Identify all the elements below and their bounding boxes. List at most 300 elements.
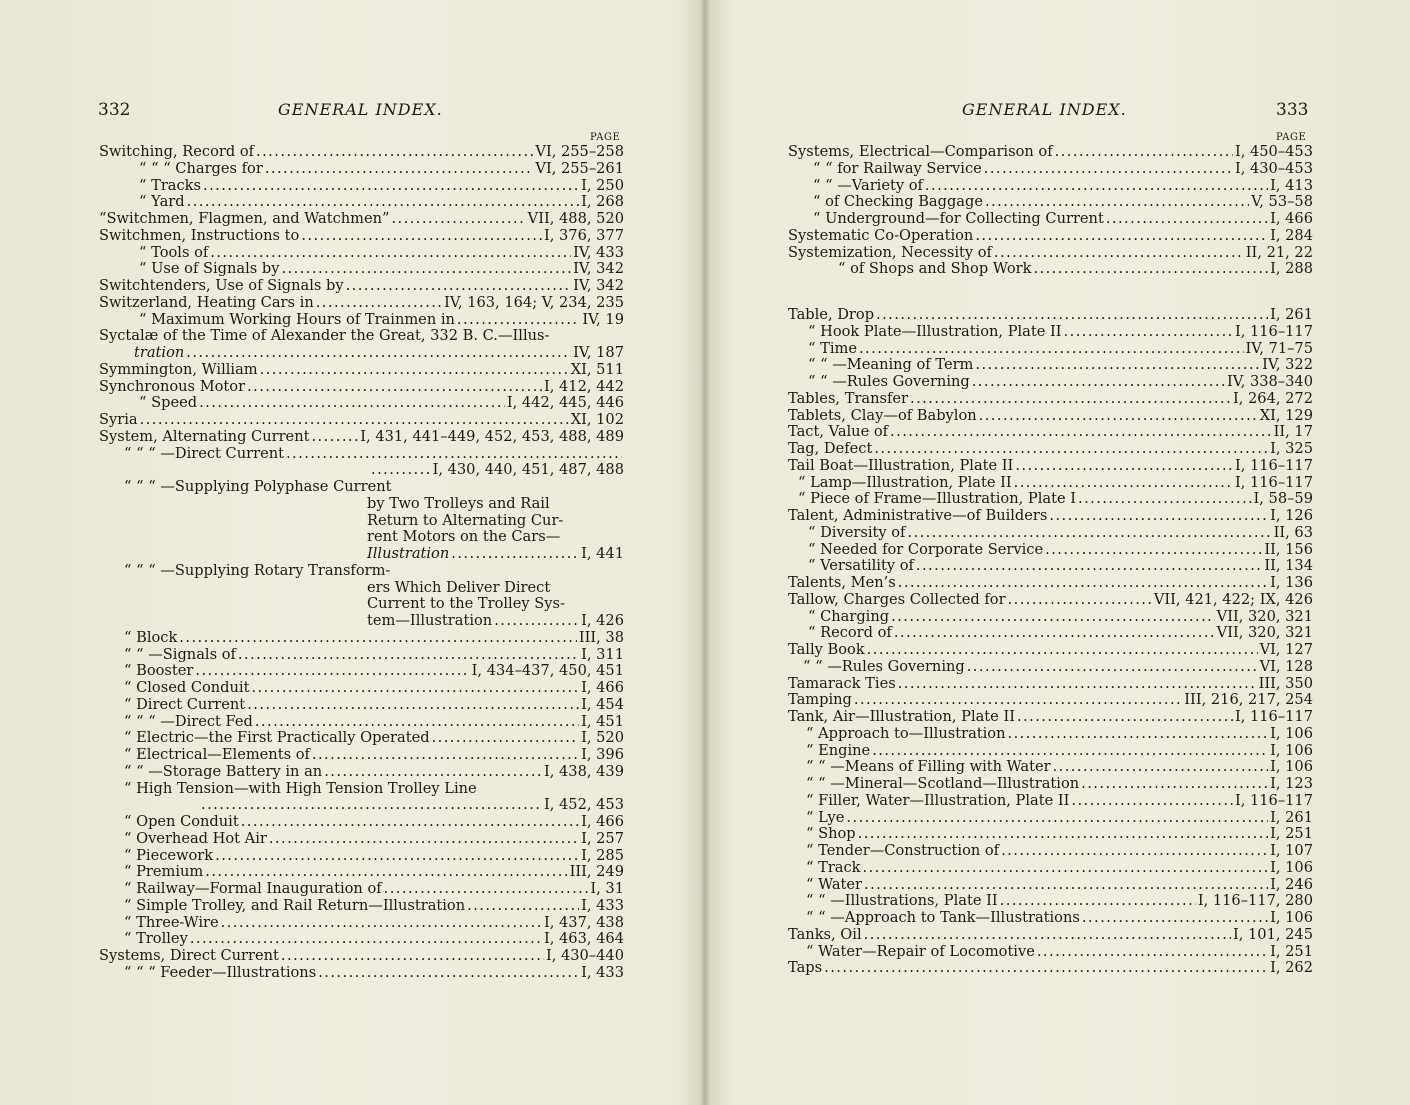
entry-reference: I, 376, 377 bbox=[543, 227, 624, 244]
entry-text: “ Open Conduit bbox=[124, 814, 239, 830]
dot-leader bbox=[846, 810, 1268, 827]
dot-leader bbox=[1106, 211, 1268, 228]
index-entry bbox=[99, 647, 624, 664]
entry-reference: VI, 255–258 bbox=[535, 144, 624, 160]
dot-leader bbox=[854, 692, 1182, 709]
dot-leader bbox=[876, 307, 1268, 324]
entry-text: “Switchmen, Flagmen, and Watchmen” bbox=[99, 211, 390, 227]
dot-leader bbox=[1008, 592, 1152, 609]
index-entry bbox=[788, 709, 1313, 726]
index-entries bbox=[788, 144, 1313, 977]
index-entry bbox=[99, 714, 624, 731]
entry-reference: I, 261 bbox=[1270, 307, 1313, 323]
dot-leader bbox=[984, 161, 1233, 178]
index-entry bbox=[788, 144, 1313, 161]
entry-text: “ Tracks bbox=[139, 177, 202, 194]
entry-reference: I, 262 bbox=[1270, 960, 1313, 977]
entry-reference: VI, 128 bbox=[1259, 658, 1313, 675]
dot-leader bbox=[301, 228, 542, 245]
entry-text: Synchronous Motor bbox=[99, 378, 246, 395]
entry-text: “ of Shops and Shop Work bbox=[838, 261, 1032, 278]
dot-leader bbox=[179, 630, 577, 647]
index-entry bbox=[788, 391, 1313, 408]
entry-text: Systems, Direct Current bbox=[99, 948, 279, 964]
index-entry bbox=[99, 261, 624, 278]
entry-text: “ Track bbox=[806, 859, 861, 876]
dot-leader bbox=[187, 194, 579, 211]
entry-reference: I, 426 bbox=[581, 613, 624, 629]
entry-text: Tamping bbox=[788, 692, 852, 709]
entry-text: “ “ “ —Direct Current bbox=[124, 445, 284, 462]
index-entry bbox=[788, 826, 1313, 843]
entry-reference: III, 216, 217, 254 bbox=[1184, 692, 1313, 709]
entry-text: “ “ —Means of Filling with Water bbox=[806, 759, 1051, 776]
entry-reference: I, 126 bbox=[1270, 508, 1313, 524]
dot-leader bbox=[260, 362, 569, 379]
entry-reference: I, 430–440 bbox=[545, 948, 624, 964]
entry-reference: I, 450–453 bbox=[1234, 144, 1313, 160]
entry-text: Tallow, Charges Collected for bbox=[788, 591, 1006, 608]
running-head: GENERAL INDEX. bbox=[278, 100, 443, 119]
index-entry bbox=[99, 245, 624, 262]
index-entries bbox=[99, 144, 624, 982]
dot-leader bbox=[1000, 893, 1196, 910]
index-entry bbox=[99, 161, 624, 178]
entry-text: Tanks, Oil bbox=[788, 926, 862, 943]
index-entry bbox=[99, 781, 624, 798]
index-entry bbox=[788, 307, 1313, 324]
entry-reference: I, 106 bbox=[1270, 910, 1313, 926]
entry-text: “ Piecework bbox=[124, 847, 214, 864]
index-entry bbox=[788, 843, 1313, 860]
entry-text: Tally Book bbox=[788, 642, 865, 658]
index-entry bbox=[788, 161, 1313, 178]
entry-text: “ Versatility of bbox=[808, 558, 914, 575]
entry-text: Switchmen, Instructions to bbox=[99, 227, 300, 244]
dot-leader bbox=[994, 245, 1244, 262]
dot-leader bbox=[371, 462, 431, 479]
index-entry bbox=[788, 625, 1313, 642]
entry-text: Tail Boat—Illustration, Plate II bbox=[788, 457, 1014, 474]
page-number: 333 bbox=[1276, 100, 1309, 120]
dot-leader bbox=[457, 312, 580, 329]
entry-text: “ Booster bbox=[124, 663, 194, 680]
entry-reference: I, 116–117 bbox=[1234, 474, 1313, 491]
index-entry bbox=[99, 211, 624, 228]
entry-reference: I, 430, 440, 451, 487, 488 bbox=[432, 462, 624, 479]
index-entry bbox=[99, 529, 624, 546]
entry-reference: I, 285 bbox=[581, 847, 624, 864]
entry-reference: II, 156 bbox=[1264, 541, 1313, 558]
entry-reference: I, 106 bbox=[1270, 725, 1313, 742]
index-entry bbox=[99, 848, 624, 865]
index-entry bbox=[99, 194, 624, 211]
entry-text: “ Electrical—Elements of bbox=[124, 747, 310, 763]
entry-reference: I, 430–453 bbox=[1234, 160, 1313, 177]
entry-text: “ Hook Plate—Illustration, Plate II bbox=[808, 323, 1062, 340]
dot-leader bbox=[255, 714, 579, 731]
index-entry bbox=[788, 211, 1313, 228]
entry-reference: I, 466 bbox=[1270, 211, 1313, 227]
entry-text: “ “ “ Feeder—Illustrations bbox=[124, 964, 317, 981]
dot-leader bbox=[975, 228, 1268, 245]
entry-text: “ “ “ —Supplying Rotary Transform- bbox=[124, 562, 391, 579]
entry-text: “ Shop bbox=[806, 826, 856, 843]
entry-text: Table, Drop bbox=[788, 307, 875, 323]
dot-leader bbox=[186, 345, 571, 362]
dot-leader bbox=[874, 441, 1268, 458]
dot-leader bbox=[318, 965, 579, 982]
index-entry bbox=[788, 659, 1313, 676]
index-entry bbox=[99, 764, 624, 781]
index-entry bbox=[788, 374, 1313, 391]
index-entry bbox=[99, 814, 624, 831]
entry-reference: VII, 320, 321 bbox=[1216, 625, 1313, 642]
dot-leader bbox=[241, 814, 579, 831]
entry-reference: I, 106 bbox=[1270, 859, 1313, 876]
index-entry bbox=[99, 580, 624, 597]
entry-text: “ “ —Rules Governing bbox=[808, 374, 970, 390]
entry-reference: I, 261 bbox=[1270, 809, 1313, 826]
entry-reference: I, 101, 245 bbox=[1232, 926, 1313, 943]
dot-leader bbox=[890, 424, 1272, 441]
dot-leader bbox=[1082, 910, 1268, 927]
entry-text: Systems, Electrical—Comparison of bbox=[788, 144, 1053, 160]
entry-reference: I, 257 bbox=[581, 830, 624, 847]
dot-leader bbox=[281, 261, 571, 278]
section-gap bbox=[788, 278, 1313, 307]
entry-reference: XI, 102 bbox=[570, 412, 624, 428]
dot-leader bbox=[221, 915, 542, 932]
index-entry bbox=[99, 379, 624, 396]
index-entry bbox=[788, 408, 1313, 425]
entry-reference: I, 463, 464 bbox=[543, 931, 624, 948]
entry-reference: I, 466 bbox=[581, 814, 624, 830]
index-entry bbox=[99, 898, 624, 915]
index-entry bbox=[99, 446, 624, 463]
dot-leader bbox=[451, 546, 579, 563]
entry-reference: VI, 255–261 bbox=[535, 160, 624, 177]
entry-reference: I, 264, 272 bbox=[1232, 390, 1313, 407]
index-entry bbox=[99, 513, 624, 530]
entry-reference: IV, 433 bbox=[573, 244, 624, 261]
entry-reference: IV, 187 bbox=[573, 345, 624, 361]
entry-reference: III, 249 bbox=[569, 864, 624, 881]
dot-leader bbox=[1008, 726, 1269, 743]
index-entry bbox=[99, 563, 624, 580]
dot-leader bbox=[975, 357, 1260, 374]
entry-reference: I, 288 bbox=[1270, 261, 1313, 278]
dot-leader bbox=[199, 395, 505, 412]
entry-reference: I, 107 bbox=[1270, 843, 1313, 859]
dot-leader bbox=[251, 680, 579, 697]
entry-text: “ “ —Approach to Tank—Illustrations bbox=[806, 910, 1080, 926]
entry-reference: III, 38 bbox=[578, 629, 624, 646]
index-entry bbox=[788, 341, 1313, 358]
index-entry bbox=[99, 328, 624, 345]
entry-reference: I, 284 bbox=[1270, 227, 1313, 244]
entry-text: “ “ “ —Supplying Polyphase Current bbox=[124, 479, 392, 495]
page-number: 332 bbox=[98, 100, 131, 120]
entry-reference: I, 246 bbox=[1270, 876, 1313, 893]
dot-leader bbox=[898, 676, 1257, 693]
dot-leader bbox=[910, 391, 1231, 408]
entry-reference: I, 251 bbox=[1270, 826, 1313, 843]
entry-text: “ Record of bbox=[808, 625, 892, 642]
entry-reference: I, 433 bbox=[581, 964, 624, 981]
dot-leader bbox=[967, 659, 1258, 676]
dot-leader bbox=[205, 864, 567, 881]
entry-reference: I, 31 bbox=[590, 881, 624, 897]
page-column-label: PAGE bbox=[1276, 132, 1307, 143]
index-entry bbox=[99, 362, 624, 379]
index-entry bbox=[788, 927, 1313, 944]
entry-text: “ Tools of bbox=[139, 244, 209, 261]
entry-reference: I, 116–117 bbox=[1234, 457, 1313, 474]
index-entry bbox=[99, 144, 624, 161]
index-entry bbox=[788, 245, 1313, 262]
entry-text: “ Water—Repair of Locomotive bbox=[806, 943, 1035, 960]
dot-leader bbox=[312, 747, 579, 764]
entry-text: “ of Checking Baggage bbox=[813, 194, 983, 211]
entry-text: “ “ —Variety of bbox=[813, 177, 923, 194]
dot-leader bbox=[201, 797, 542, 814]
dot-leader bbox=[1015, 458, 1233, 475]
entry-text: “ Closed Conduit bbox=[124, 680, 250, 696]
dot-leader bbox=[891, 609, 1215, 626]
entry-text: “ Speed bbox=[139, 395, 198, 412]
entry-text: Tables, Transfer bbox=[788, 390, 909, 407]
entry-text: “ Water bbox=[806, 876, 863, 893]
index-entry bbox=[99, 797, 624, 814]
index-entry bbox=[99, 613, 624, 630]
entry-text: Tag, Defect bbox=[788, 441, 873, 457]
index-entry bbox=[788, 592, 1313, 609]
entry-text: “ Piece of Frame—Illustration, Plate I bbox=[798, 491, 1076, 508]
dot-leader bbox=[1071, 793, 1233, 810]
dot-leader bbox=[265, 161, 534, 178]
entry-reference: I, 311 bbox=[581, 646, 624, 663]
entry-text: “ Engine bbox=[806, 742, 871, 759]
dot-leader bbox=[1014, 475, 1233, 492]
entry-text: “ “ “ Charges for bbox=[139, 160, 263, 177]
dot-leader bbox=[858, 826, 1268, 843]
index-entry bbox=[788, 609, 1313, 626]
dot-leader bbox=[1037, 944, 1268, 961]
index-entry bbox=[788, 357, 1313, 374]
index-entry bbox=[788, 194, 1313, 211]
entry-reference: IV, 19 bbox=[582, 311, 624, 328]
entry-reference: I, 325 bbox=[1270, 441, 1313, 457]
entry-reference: VII, 320, 321 bbox=[1216, 608, 1313, 625]
entry-text: Talent, Administrative—of Builders bbox=[788, 508, 1048, 524]
entry-text: “ “ for Railway Service bbox=[813, 160, 982, 177]
entry-reference: II, 63 bbox=[1273, 524, 1313, 541]
dot-leader bbox=[864, 877, 1268, 894]
index-entry bbox=[99, 730, 624, 747]
entry-reference: I, 431, 441–449, 452, 453, 488, 489 bbox=[360, 428, 624, 445]
entry-text: Switzerland, Heating Cars in bbox=[99, 294, 314, 311]
index-entry bbox=[788, 642, 1313, 659]
entry-reference: I, 58–59 bbox=[1253, 491, 1313, 508]
index-entry bbox=[788, 960, 1313, 977]
index-entry bbox=[788, 692, 1313, 709]
entry-reference: I, 116–117, 280 bbox=[1197, 893, 1313, 910]
entry-text: “ “ —Signals of bbox=[124, 646, 236, 663]
entry-reference: I, 136 bbox=[1270, 575, 1313, 591]
left-page bbox=[0, 0, 704, 1105]
entry-text: “ Lye bbox=[806, 809, 845, 826]
dot-leader bbox=[316, 295, 442, 312]
dot-leader bbox=[979, 408, 1258, 425]
entry-reference: I, 442, 445, 446 bbox=[506, 395, 624, 412]
entry-text: Taps bbox=[788, 960, 823, 977]
index-entry bbox=[99, 295, 624, 312]
index-entry bbox=[99, 596, 624, 613]
entry-reference: I, 433 bbox=[581, 897, 624, 914]
index-entry bbox=[788, 542, 1313, 559]
dot-leader bbox=[1078, 491, 1252, 508]
entry-text: “ Block bbox=[124, 629, 178, 646]
index-entry bbox=[99, 630, 624, 647]
index-entry bbox=[99, 747, 624, 764]
index-entry bbox=[788, 441, 1313, 458]
index-entry bbox=[99, 864, 624, 881]
dot-leader bbox=[190, 931, 542, 948]
dot-leader bbox=[140, 412, 569, 429]
entry-reference: II, 17 bbox=[1273, 424, 1313, 441]
index-entry bbox=[788, 776, 1313, 793]
entry-text: “ High Tension—with High Tension Trolley Line bbox=[124, 780, 477, 797]
entry-reference: VII, 421, 422; IX, 426 bbox=[1153, 591, 1313, 608]
dot-leader bbox=[384, 881, 589, 898]
index-entry bbox=[99, 395, 624, 412]
entry-reference: I, 438, 439 bbox=[543, 763, 624, 780]
index-entry bbox=[99, 479, 624, 496]
dot-leader bbox=[1053, 759, 1269, 776]
entry-text: “ Trolley bbox=[124, 931, 188, 948]
index-entry bbox=[788, 910, 1313, 927]
index-entry bbox=[788, 558, 1313, 575]
entry-text: Systemization, Necessity of bbox=[788, 244, 992, 261]
entry-text: by Two Trolleys and Rail bbox=[367, 495, 550, 512]
entry-text: Tablets, Clay—of Babylon bbox=[788, 407, 977, 424]
entry-reference: I, 396 bbox=[581, 747, 624, 763]
entry-reference: IV, 342 bbox=[573, 261, 624, 278]
entry-reference: I, 116–117 bbox=[1234, 792, 1313, 809]
entry-text: Syria bbox=[99, 412, 138, 428]
index-entry bbox=[99, 345, 624, 362]
entry-text: “ Maximum Working Hours of Trainmen in bbox=[139, 311, 455, 328]
entry-text: ers Which Deliver Direct bbox=[367, 579, 551, 596]
dot-leader bbox=[1017, 709, 1233, 726]
dot-leader bbox=[894, 625, 1215, 642]
entry-reference: III, 350 bbox=[1258, 675, 1313, 692]
entry-text: “ Needed for Corporate Service bbox=[808, 541, 1044, 558]
dot-leader bbox=[864, 927, 1231, 944]
dot-leader bbox=[985, 194, 1249, 211]
entry-reference: IV, 342 bbox=[573, 278, 624, 294]
entry-text: Switching, Record of bbox=[99, 144, 255, 160]
entry-text: “ Filler, Water—Illustration, Plate II bbox=[806, 792, 1070, 809]
index-entry bbox=[788, 893, 1313, 910]
entry-text: rent Motors on the Cars— bbox=[367, 529, 561, 546]
running-head: GENERAL INDEX. bbox=[962, 100, 1127, 119]
entry-reference: XI, 129 bbox=[1259, 407, 1313, 424]
entry-text: “ “ —Storage Battery in an bbox=[124, 763, 323, 780]
entry-text: “ Simple Trolley, and Rail Return—Illustration bbox=[124, 897, 466, 914]
entry-reference: I, 412, 442 bbox=[543, 378, 624, 395]
entry-reference: IV, 338–340 bbox=[1226, 374, 1313, 390]
dot-leader bbox=[898, 575, 1268, 592]
dot-leader bbox=[1064, 324, 1233, 341]
dot-leader bbox=[907, 525, 1271, 542]
index-entry bbox=[788, 261, 1313, 278]
dot-leader bbox=[1055, 144, 1233, 161]
entry-reference: II, 134 bbox=[1264, 558, 1313, 575]
entry-text: “ “ —Illustrations, Plate II bbox=[806, 893, 998, 910]
entry-reference: II, 21, 22 bbox=[1245, 244, 1313, 261]
entry-text: Illustration bbox=[367, 546, 450, 562]
dot-leader bbox=[215, 848, 579, 865]
entry-text: “ Tender—Construction of bbox=[806, 843, 1000, 859]
dot-leader bbox=[391, 211, 525, 228]
entry-text: “ “ —Rules Governing bbox=[803, 658, 965, 675]
entry-text: “ Yard bbox=[139, 194, 185, 211]
dot-leader bbox=[1045, 542, 1262, 559]
entry-text: Systematic Co-Operation bbox=[788, 227, 974, 244]
entry-text: “ Premium bbox=[124, 864, 204, 881]
dot-leader bbox=[238, 647, 579, 664]
entry-reference: VII, 488, 520 bbox=[527, 211, 624, 227]
index-entry bbox=[99, 697, 624, 714]
entry-text: “ Use of Signals by bbox=[139, 261, 280, 278]
index-entry bbox=[788, 228, 1313, 245]
index-entry bbox=[788, 491, 1313, 508]
dot-leader bbox=[311, 429, 358, 446]
entry-reference: IV, 71–75 bbox=[1245, 340, 1313, 357]
dot-leader bbox=[1001, 843, 1268, 860]
entry-text: “ “ “ —Direct Fed bbox=[124, 713, 253, 730]
dot-leader bbox=[1081, 776, 1268, 793]
entry-reference: XI, 511 bbox=[570, 361, 624, 378]
index-entry bbox=[99, 831, 624, 848]
entry-text: “ Diversity of bbox=[808, 524, 906, 541]
dot-leader bbox=[286, 446, 622, 463]
page-column-label: PAGE bbox=[590, 132, 621, 143]
index-entry bbox=[788, 458, 1313, 475]
dot-leader bbox=[247, 697, 579, 714]
index-entry bbox=[99, 948, 624, 965]
entry-reference: I, 268 bbox=[581, 194, 624, 211]
index-entry bbox=[99, 931, 624, 948]
entry-reference: I, 437, 438 bbox=[543, 914, 624, 931]
dot-leader bbox=[872, 743, 1268, 760]
entry-reference: VI, 127 bbox=[1259, 642, 1313, 658]
index-entry bbox=[788, 743, 1313, 760]
entry-reference: I, 441 bbox=[581, 546, 624, 562]
entry-text: tration bbox=[134, 345, 185, 361]
entry-reference: I, 123 bbox=[1270, 776, 1313, 792]
dot-leader bbox=[1049, 508, 1268, 525]
index-entry bbox=[788, 508, 1313, 525]
entry-reference: I, 520 bbox=[581, 730, 624, 747]
index-entry bbox=[99, 881, 624, 898]
dot-leader bbox=[346, 278, 572, 295]
index-entry bbox=[99, 228, 624, 245]
dot-leader bbox=[256, 144, 533, 161]
entry-text: “ Three-Wire bbox=[124, 914, 219, 931]
